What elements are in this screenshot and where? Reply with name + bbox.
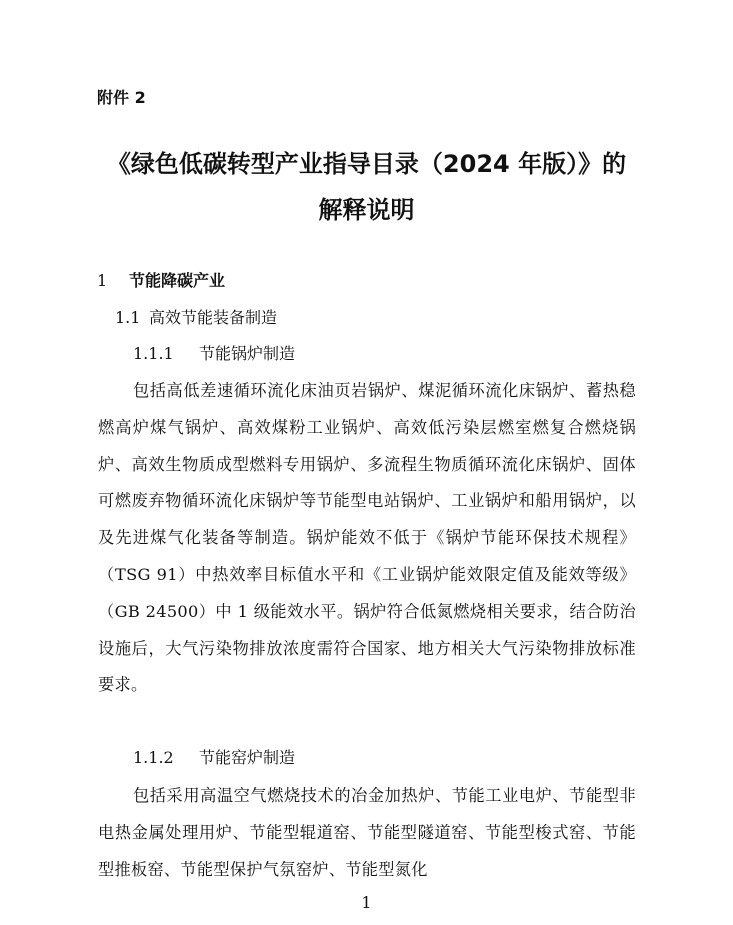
section-1-title: 节能降碳产业: [129, 271, 226, 290]
section-1-number: 1: [97, 271, 108, 290]
annex-label: 附件 2: [97, 88, 146, 107]
section-1-1-number: 1.1: [115, 308, 141, 327]
section-1-1-2-heading: [133, 746, 295, 770]
section-1-1-2-title: 节能窑炉制造: [199, 748, 296, 767]
section-1-1-heading: [115, 306, 277, 330]
document-title-line-2: 解释说明: [318, 196, 415, 224]
section-1-heading: [97, 269, 225, 293]
section-1-1-1-body: 包括高低差速循环流化床油页岩锅炉、煤泥循环流化床锅炉、蓄热稳燃高炉煤气锅炉、高效煤粉工业锅炉、高效低污染层燃室燃复合燃烧锅炉、高效生物质成型燃料专用锅炉、多流程生物质循环流化床锅炉、固体可燃废弃物循环流化床锅炉等节能型电站锅炉、工业锅炉和船用锅炉，以及先进煤气化装备等制造。锅炉能效不低于《锅炉节能环保技术规程》（TSG 91）中热效率目标值水平和《工业锅炉能效限定值及能效等级》（GB 24500）中 1 级能效水平。锅炉符合低氮燃烧相关要求，结合防治设施后，大气污染物排放浓度需符合国家、地方相关大气污染物排放标准要求。: [98, 381, 636, 695]
document-title-line-1: 《绿色低碳转型产业指导目录（2024 年版）》的: [106, 150, 627, 178]
section-1-1-1-heading: [133, 342, 295, 366]
page-number: 1: [361, 893, 372, 912]
section-1-1-1-title: 节能锅炉制造: [199, 344, 296, 363]
section-1-1-1-number: 1.1.1: [133, 344, 174, 363]
section-1-1-title: 高效节能装备制造: [149, 308, 278, 327]
section-1-1-2-body: 包括采用高温空气燃烧技术的冶金加热炉、节能工业电炉、节能型非电热金属处理用炉、节能型辊道窑、节能型隧道窑、节能型梭式窑、节能型推板窑、节能型保护气氛窑炉、节能型氮化: [98, 786, 636, 879]
section-1-1-2-number: 1.1.2: [133, 748, 174, 767]
